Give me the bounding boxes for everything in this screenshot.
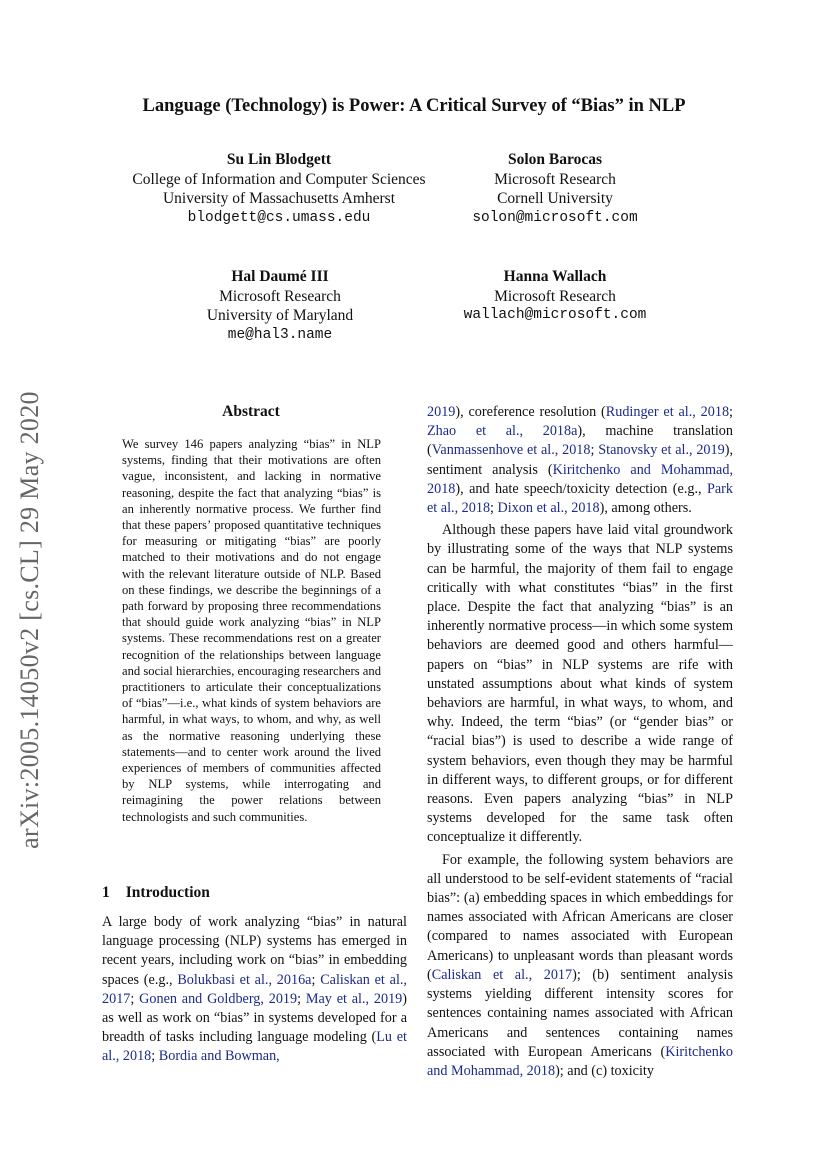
citation-link[interactable]: Bordia and Bowman,: [158, 1048, 280, 1065]
section-number: 1: [102, 884, 110, 901]
author-name: Hal Daumé III: [231, 268, 329, 285]
citation-link[interactable]: 2019: [427, 404, 456, 420]
author-affiliation: Microsoft Research: [219, 287, 341, 305]
author-affiliation: Microsoft Research: [494, 287, 616, 305]
author-affiliation: Microsoft Research: [494, 170, 616, 188]
arxiv-stamp: [10, 360, 50, 880]
author-name: Su Lin Blodgett: [226, 151, 332, 168]
author-email: solon@microsoft.com: [472, 209, 638, 226]
section-title: Introduction: [125, 884, 210, 901]
citation-link[interactable]: Caliskan et al., 2017: [102, 971, 407, 1007]
author-block-2: [470, 150, 640, 228]
paragraph: A large body of work analyzing “bias” in natural language processing (NLP) systems has emerged in recent years, including work on “bias” in embedding spaces (e.g., Bolukbasi et al., 2016a; Caliskan et al., 2017; Gonen and Goldberg, 2019; May et al., 2019) as well as work on “bias” in systems developed for a breadth of tasks including language modeling (Lu et al., 2018; Bordia and Bowman,: [102, 914, 408, 1065]
intro-column-left: [102, 913, 407, 1067]
citation-link[interactable]: Stanovsky et al., 2019: [598, 442, 725, 459]
citation-link[interactable]: May et al., 2019: [305, 990, 403, 1007]
citation-link[interactable]: Dixon et al., 2018: [497, 500, 600, 517]
author-email: blodgett@cs.umass.edu: [187, 209, 371, 226]
author-block-4: [445, 267, 665, 326]
citation-link[interactable]: Caliskan et al., 2017: [431, 966, 573, 983]
citation-link[interactable]: Kiritchenko and Mohammad, 2018: [427, 1043, 733, 1079]
abstract-heading: Abstract: [222, 403, 280, 420]
citation-link[interactable]: Park et al., 2018: [427, 480, 733, 517]
author-email: me@hal3.name: [227, 326, 333, 343]
intro-column-right: [427, 403, 733, 1081]
citation-link[interactable]: Bolukbasi et al., 2016a: [177, 971, 312, 988]
author-block-3: [190, 267, 370, 345]
author-affiliation: University of Massachusetts Amherst: [162, 190, 396, 207]
author-affiliation: University of Maryland: [206, 307, 354, 324]
arxiv-stamp-text: arXiv:2005.14050v2 [cs.CL] 29 May 2020: [15, 391, 44, 849]
author-name: Solon Barocas: [507, 151, 603, 168]
citation-link[interactable]: Rudinger et al., 2018: [605, 404, 730, 420]
citation-link[interactable]: Lu et al., 2018: [102, 1029, 407, 1065]
abstract-body: We survey 146 papers analyzing “bias” in NLP systems, finding that their motivations are often vague, inconsistent, and lacking in normative reasoning, despite the fact that analyzing “bias” is an inherently normative process. We further find that these papers’ proposed quantitative techniques for measuring or mitigating “bias” are poorly matched to their motivations and do not engage with the relevant literature outside of NLP. Based on these findings, we describe the beginnings of a path forward by proposing three recommendations that should guide work analyzing “bias” in NLP systems. These recommendations rest on a greater recognition of the relationships between language and social hierarchies, encouraging researchers and practitioners to articulate their conceptualizations of “bias”—i.e., what kinds of system behaviors are harmful, in what ways, to whom, and why, as well as the normative reasoning underlying these statements—and to center work around the lived experiences of members of communities affected by NLP systems, while interrogating and reimagining the power relations between technologists and such communities.: [122, 437, 381, 824]
author-affiliation: College of Information and Computer Sciences: [132, 170, 426, 188]
citation-link[interactable]: Zhao et al., 2018a: [427, 423, 578, 440]
citation-link[interactable]: Vanmassenhove et al., 2018: [431, 442, 591, 459]
citation-link[interactable]: Gonen and Goldberg, 2019: [139, 990, 298, 1007]
author-email: wallach@microsoft.com: [463, 307, 647, 323]
paper-title: Language (Technology) is Power: A Critical Survey of “Bias” in NLP: [142, 96, 686, 116]
paragraph: For example, the following system behaviors are all understood to be self-evident statements of “racial bias”: (a) embedding spaces in which embeddings for names associated with African Americans are closer (compared to names associated with European Americans) to unpleasant words than pleasant words (Caliskan et al., 2017); (b) sentiment analysis systems yielding different intensity scores for sentences containing names associated with African Americans and sentences containing names associated with European Americans (Kiritchenko and Mohammad, 2018); and (c) toxicity: [427, 851, 733, 1079]
paragraph: Although these papers have laid vital groundwork by illustrating some of the ways that NLP systems can be harmful, the majority of them fail to engage critically with what constitutes “bias” in the first place. Despite the fact that analyzing “bias” is an inherently normative process—in which some system behaviors are deemed good and others harmful—papers on “bias” in NLP systems are rife with unstated assumptions about what kinds of system behaviors are harmful, in what ways, to whom, and why. Indeed, the term “bias” (or “gender bias” or “racial bias”) is used to describe a wide range of system behaviors, even though they may be harmful in different ways, to different groups, or for different reasons. Even papers analyzing “bias” in NLP systems developed for the same task often conceptualize it differently.: [427, 522, 733, 846]
paragraph: 2019), coreference resolution (Rudinger et al., 2018; Zhao et al., 2018a), machine translation (Vanmassenhove et al., 2018; Stanovsky et al., 2019), sentiment analysis (Kiritchenko and Mohammad, 2018), and hate speech/toxicity detection (e.g., Park et al., 2018; Dixon et al., 2018), among others.: [427, 404, 733, 517]
section-heading: [102, 884, 210, 902]
author-name: Hanna Wallach: [503, 268, 607, 285]
author-block-1: [110, 150, 448, 228]
citation-link[interactable]: Kiritchenko and Mohammad, 2018: [427, 461, 733, 497]
author-affiliation: Cornell University: [497, 190, 613, 207]
